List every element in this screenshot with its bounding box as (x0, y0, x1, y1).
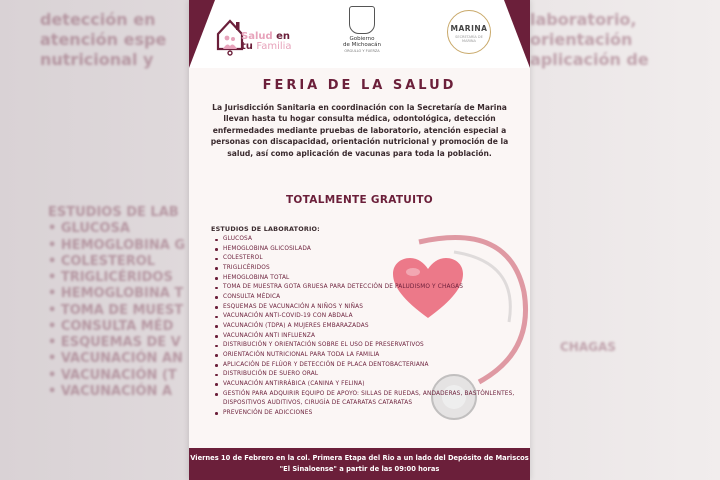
poster-title: FERIA DE LA SALUD (262, 78, 457, 93)
list-item: ESQUEMAS DE VACUNACIÓN A NIÑOS Y NIÑAS (215, 303, 515, 313)
salud-logo-text: Salud en tu Familia (241, 31, 292, 52)
list-item: VACUNACIÓN ANTIRRÁBICA (CANINA Y FELINA) (215, 380, 515, 390)
poster-description: La Jurisdicción Sanitaria en coordinación con la Secretaría de Marina llevan hasta tu hogar consulta médica, odontológica, detección enfermedades mediante pruebas de laboratorio, atención especial a personas con discapacidad, orientación nutricional y promoción de la salud, así como aplicación de vacunas para toda la población. (210, 103, 509, 158)
marina-logo: MARINA SECRETARÍA DE MARINA (447, 10, 491, 54)
list-item: GLUCOSA (215, 235, 515, 245)
list-item: ORIENTACIÓN NUTRICIONAL PARA TODA LA FAMILIA (215, 351, 515, 361)
services-list (215, 235, 515, 418)
header-corner-right (504, 0, 530, 68)
background-list-right: CHAGAS (560, 340, 616, 354)
background-text-left: detección en atención espe nutricional y (40, 10, 167, 69)
event-footer (189, 448, 530, 480)
list-item: TRIGLICÉRIDOS (215, 264, 515, 274)
list-item: DISTRIBUCIÓN Y ORIENTACIÓN SOBRE EL USO DE PRESERVATIVOS (215, 341, 515, 351)
list-item: VACUNACIÓN ANTI-COVID-19 CON ABDALA (215, 312, 515, 322)
list-item: PREVENCIÓN DE ADICCIONES (215, 409, 515, 419)
list-item: VACUNACIÓN (TDPA) A MUJERES EMBARAZADAS (215, 322, 515, 332)
lab-studies-title: ESTUDIOS DE LABORATORIO: (211, 225, 320, 233)
list-item: TOMA DE MUESTRA GOTA GRUESA PARA DETECCIÓN DE PALUDISMO Y CHAGAS (215, 283, 515, 293)
background-text-right: laboratorio, orientación aplicación de (530, 10, 649, 69)
gobierno-michoacan-logo: Gobierno de Michoacán ORGULLO Y FUERZA (337, 6, 387, 64)
list-item: DISTRIBUCIÓN DE SUERO ORAL (215, 370, 515, 380)
poster-header (189, 0, 530, 68)
list-item: HEMOGLOBINA TOTAL (215, 274, 515, 284)
background-list-left: ESTUDIOS DE LAB • GLUCOSA • HEMOGLOBINA G • COLESTEROL • TRIGLICÉRIDOS • HEMOGLOBINA T • TOMA DE MUEST • CONSULTA MÉD • ESQUEMAS DE V • VACUNACIÓN AN • VACUNACIÓN (T • VACUNACIÓN A (48, 205, 186, 399)
event-time: "El Sinaloense" a partir de las 09:00 horas (279, 465, 440, 473)
list-item: APLICACIÓN DE FLÚOR Y DETECCIÓN DE PLACA DENTOBACTERIANA (215, 361, 515, 371)
free-banner: TOTALMENTE GRATUITO (285, 194, 434, 206)
michoacan-seal-icon (349, 6, 375, 34)
list-item: VACUNACIÓN ANTI INFLUENZA (215, 332, 515, 342)
salud-en-tu-familia-logo (211, 14, 301, 59)
list-item: COLESTEROL (215, 254, 515, 264)
poster (189, 0, 530, 480)
event-location: Viernes 10 de Febrero en la col. Primera Etapa del Rio a un lado del Depósito de Mariscos (190, 454, 529, 462)
list-item: GESTIÓN PARA ADQUIRIR EQUIPO DE APOYO: SILLAS DE RUEDAS, ANDADERAS, BASTÓNLENTES, DISPOSITIVOS AUDITIVOS, CIRUGÍA DE CATARATAS CATARATAS (215, 390, 515, 409)
list-item: CONSULTA MÉDICA (215, 293, 515, 303)
list-item: HEMOGLOBINA GLICOSILADA (215, 245, 515, 255)
